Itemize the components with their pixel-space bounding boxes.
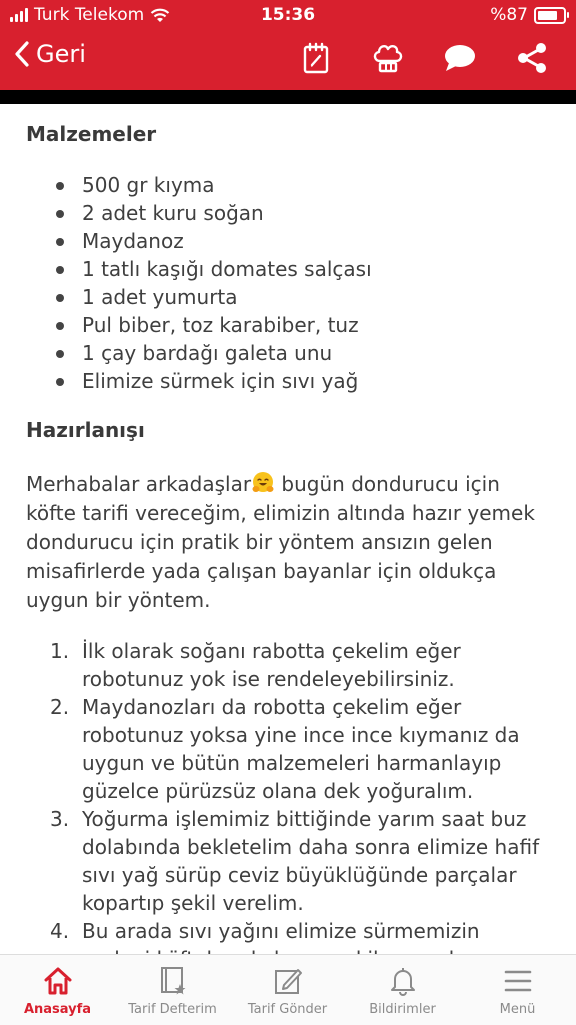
tab-menu[interactable] [460,955,575,1025]
step-number: 4. [50,919,70,943]
tab-home[interactable] [0,955,115,1025]
app-header [0,0,576,90]
list-item [50,693,550,805]
nav-bar [0,32,576,86]
share-icon[interactable] [512,38,552,78]
home-icon [42,965,74,997]
ingredients-list [54,171,372,395]
intro-text-rest: bugün dondurucu için köfte tarifi vereceğim, elimizin altında hazır yemek dondurucu için pratik bir yöntem ansızın gelen misafirlerde yada çalışan bayanlar için oldukça uygun bir yöntem. [26,472,535,612]
tab-label: Anasayfa [23,1002,92,1017]
step-text: İlk olarak soğanı rabotta çekelim eğer robotunuz yok ise rendeleyebilirsiniz. [82,639,461,691]
recipe-content[interactable] [0,104,576,954]
list-item: 1 çay bardağı galeta unu [54,339,372,367]
status-time: 15:36 [260,5,316,25]
chef-hat-icon[interactable] [368,38,408,78]
step-text: Yoğurma işlemimiz bittiğinde yarım saat buz dolabında bekletelim daha sonra elimize hafif sıvı yağ sürüp ceviz büyüklüğünde parçalar kopartıp şekil verelim. [82,807,540,915]
step-number: 2. [50,695,70,719]
tab-label: Tarif Defterim [128,1002,217,1017]
list-item: Elimize sürmek için sıvı yağ [54,367,372,395]
battery-icon [534,7,566,24]
status-bar [0,0,576,30]
intro-text-start: Merhabalar arkadaşlar [26,472,252,496]
ingredients-title: Malzemeler [26,122,157,146]
carrier-name: Turk Telekom [34,5,145,25]
list-item: 1 adet yumurta [54,283,372,311]
comment-icon[interactable] [440,38,480,78]
edit-note-icon [272,965,304,997]
list-item: Maydanoz [54,227,372,255]
list-item: 1 tatlı kaşığı domates salçası [54,255,372,283]
tab-send-recipe[interactable] [230,955,345,1025]
hugging-face-emoji-icon [251,471,275,495]
hamburger-menu-icon [502,965,534,997]
list-item: Pul biber, toz karabiber, tuz [54,311,372,339]
step-text: Maydanozları da robotta çekelim eğer robotunuz yoksa yine ince ince kıymanız da uygun ve bütün malzemeleri harmanlayıp güzelce pürüzsüz olana dek yoğuralım. [82,695,520,803]
chevron-left-icon [14,41,30,67]
tab-bar [0,954,576,1025]
list-item [50,805,550,917]
step-text: Bu arada sıvı yağını elimize sürmemizin [82,919,480,943]
header-divider [0,90,576,104]
tab-notifications[interactable] [345,955,460,1025]
tab-label: Bildirimler [369,1002,436,1017]
steps-list [50,637,550,973]
notebook-star-icon [157,965,189,997]
status-right [490,5,566,25]
step-number: 3. [50,807,70,831]
back-button[interactable] [14,40,86,68]
back-label: Geri [36,40,86,68]
list-item: 500 gr kıyma [54,171,372,199]
preparation-title: Hazırlanışı [26,418,145,442]
list-item: 2 adet kuru soğan [54,199,372,227]
tab-label: Menü [499,1002,536,1017]
tab-recipe-book[interactable] [115,955,230,1025]
intro-paragraph [26,470,552,615]
list-item [50,637,550,693]
notepad-icon[interactable] [296,38,336,78]
bell-icon [387,965,419,997]
step-number: 1. [50,639,70,663]
tab-label: Tarif Gönder [247,1002,328,1017]
battery-percent: %87 [490,5,528,25]
